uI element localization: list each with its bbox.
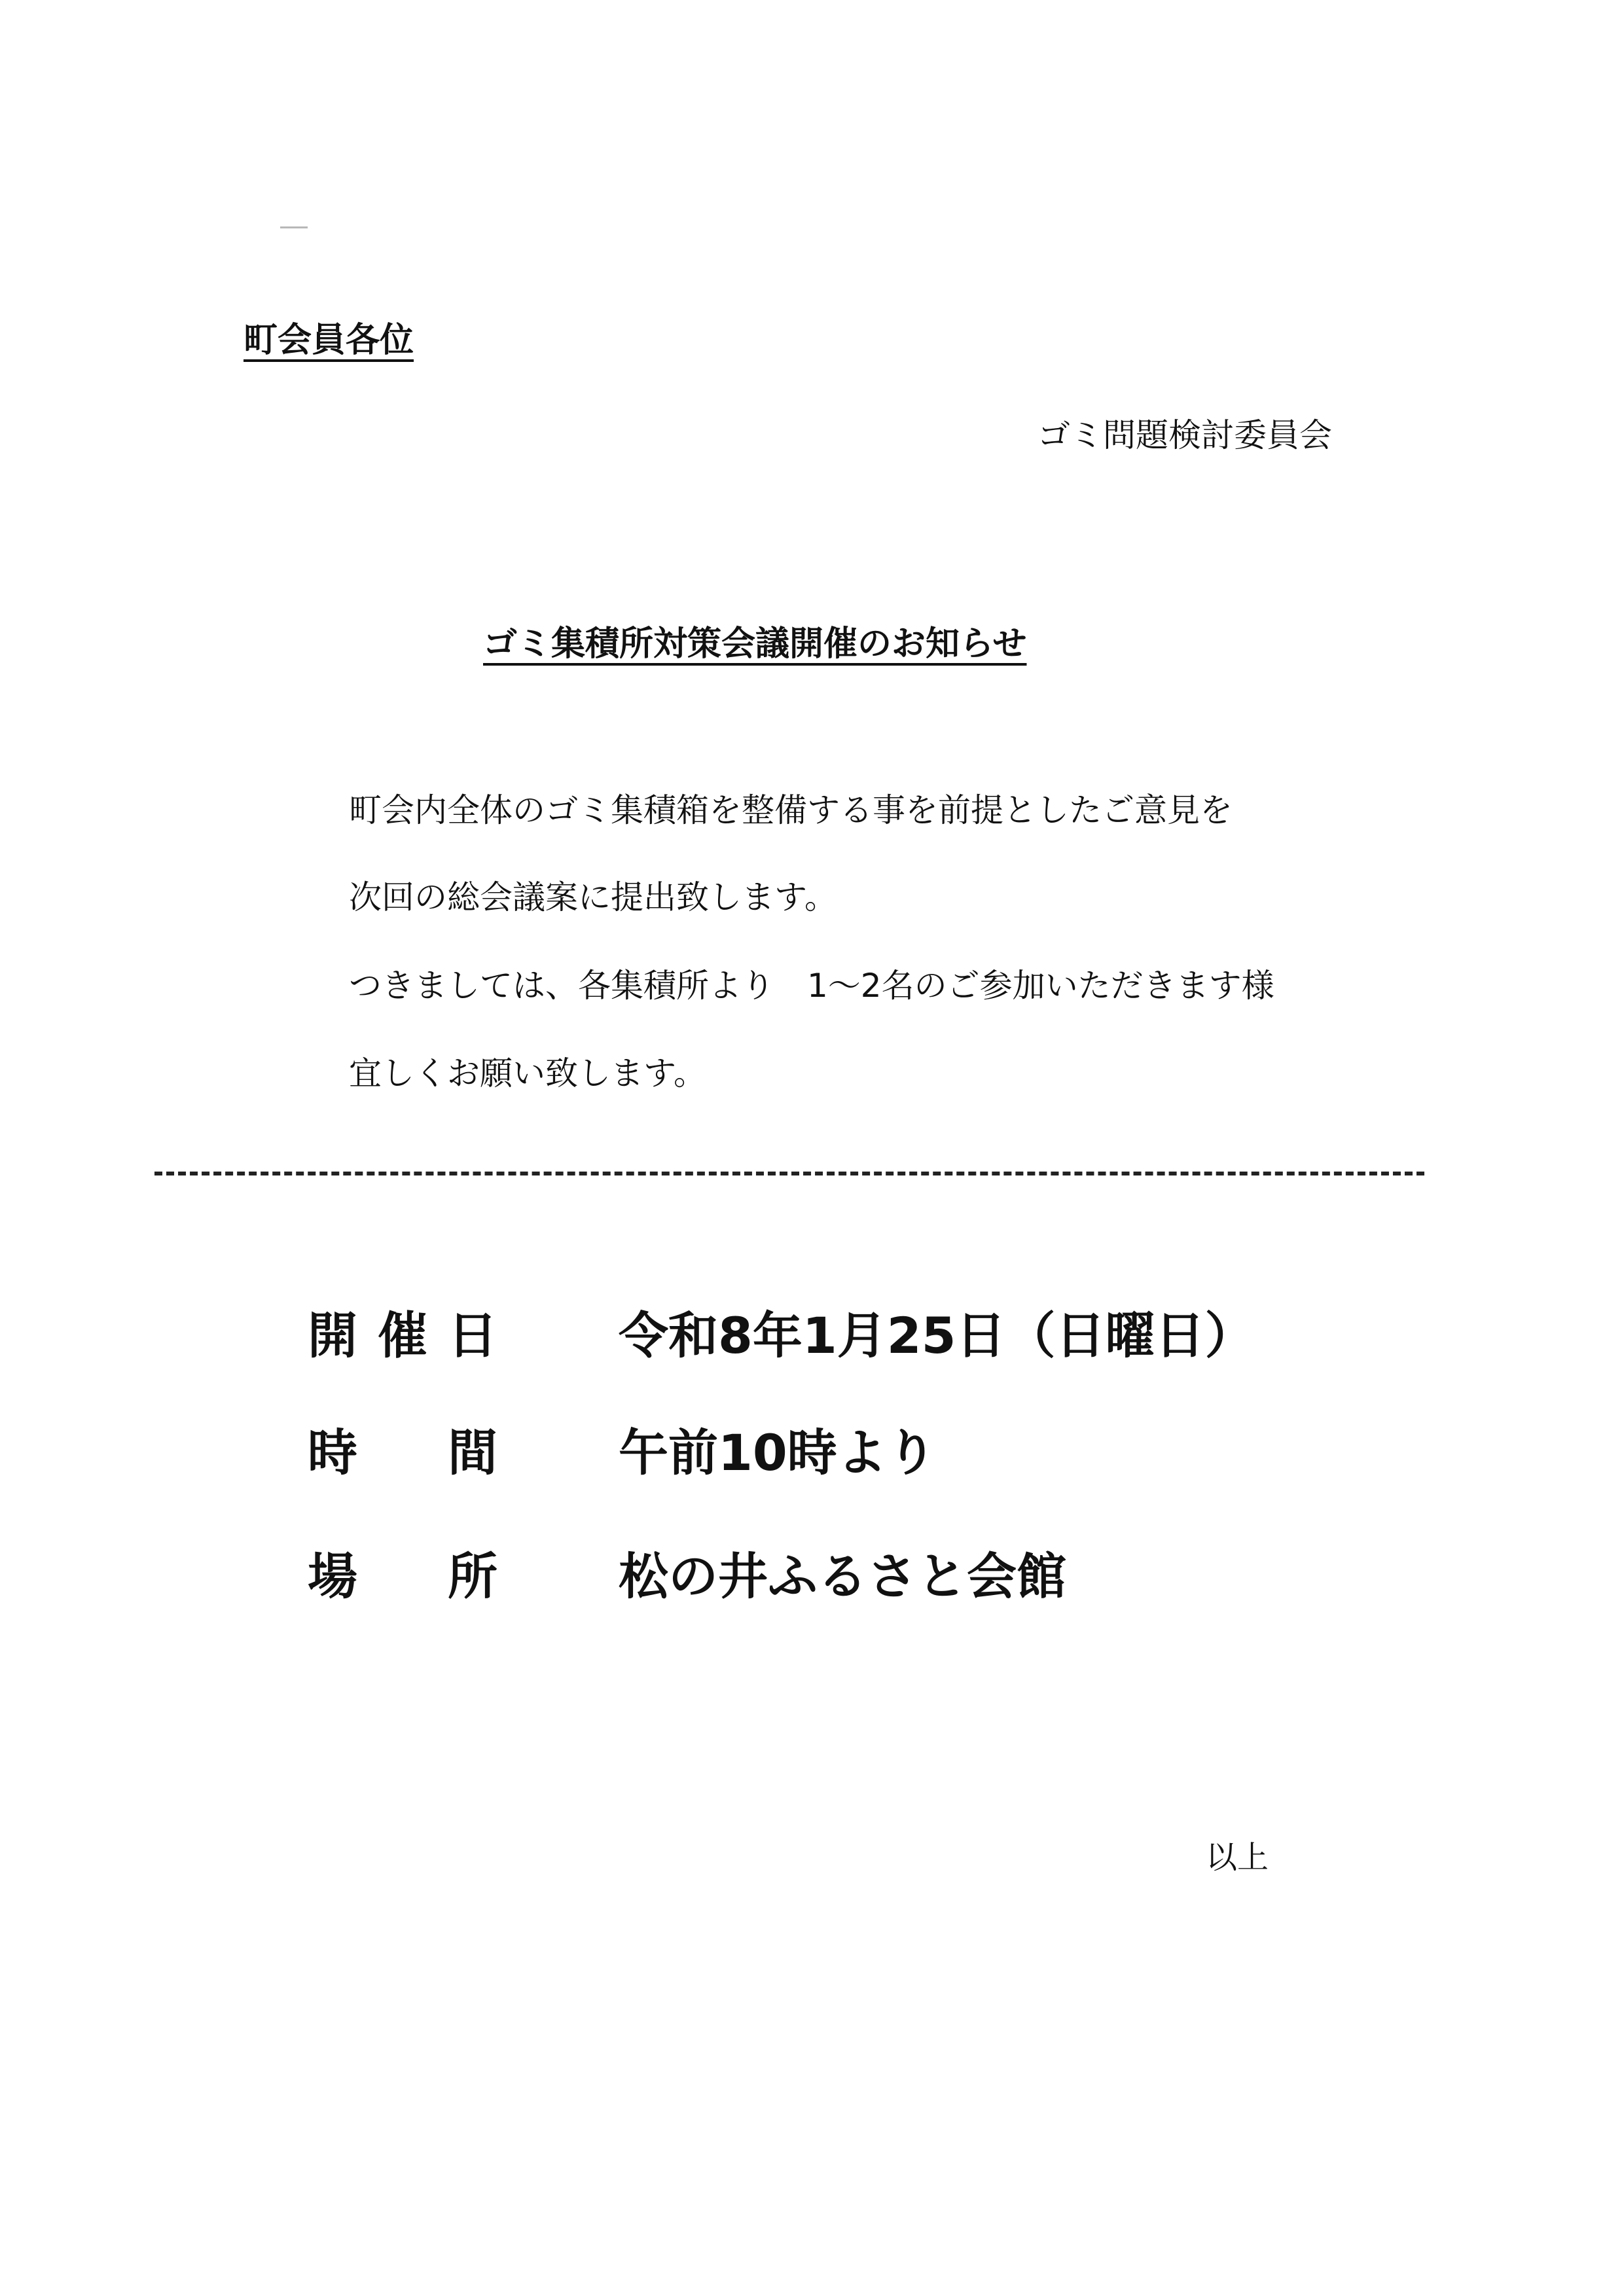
place-value: 松の井ふるさと会館 bbox=[619, 1547, 1066, 1605]
scan-artifact bbox=[280, 226, 308, 228]
body-line: つきましては、各集積所より 1～2名のご参加いただきます様 bbox=[349, 967, 1274, 1005]
label-char: 開 bbox=[308, 1306, 357, 1365]
date-label bbox=[308, 1306, 497, 1365]
label-char: 間 bbox=[448, 1424, 497, 1482]
label-char: 日 bbox=[448, 1306, 497, 1365]
body-line: 宜しくお願い致します。 bbox=[349, 1054, 706, 1092]
sender: ゴミ問題検討委員会 bbox=[1038, 416, 1332, 454]
body-line: 町会内全体のゴミ集積箱を整備する事を前提としたご意見を bbox=[349, 791, 1233, 829]
label-char: 時 bbox=[308, 1424, 357, 1482]
body-line: 次回の総会議案に提出致します。 bbox=[349, 878, 837, 916]
label-char: 催 bbox=[378, 1306, 427, 1365]
time-label bbox=[308, 1424, 497, 1482]
date-value: 令和8年1月25日（日曜日） bbox=[619, 1306, 1255, 1365]
time-value: 午前10時より bbox=[619, 1424, 937, 1482]
dash-dot-divider bbox=[154, 1172, 1424, 1175]
place-label bbox=[308, 1547, 497, 1605]
label-char: 所 bbox=[448, 1547, 497, 1605]
closing-remark: 以上 bbox=[1206, 1839, 1269, 1876]
notice-title: ゴミ集積所対策会議開催のお知らせ bbox=[483, 624, 1027, 664]
label-char: 場 bbox=[308, 1547, 357, 1605]
addressee: 町会員各位 bbox=[244, 321, 414, 360]
